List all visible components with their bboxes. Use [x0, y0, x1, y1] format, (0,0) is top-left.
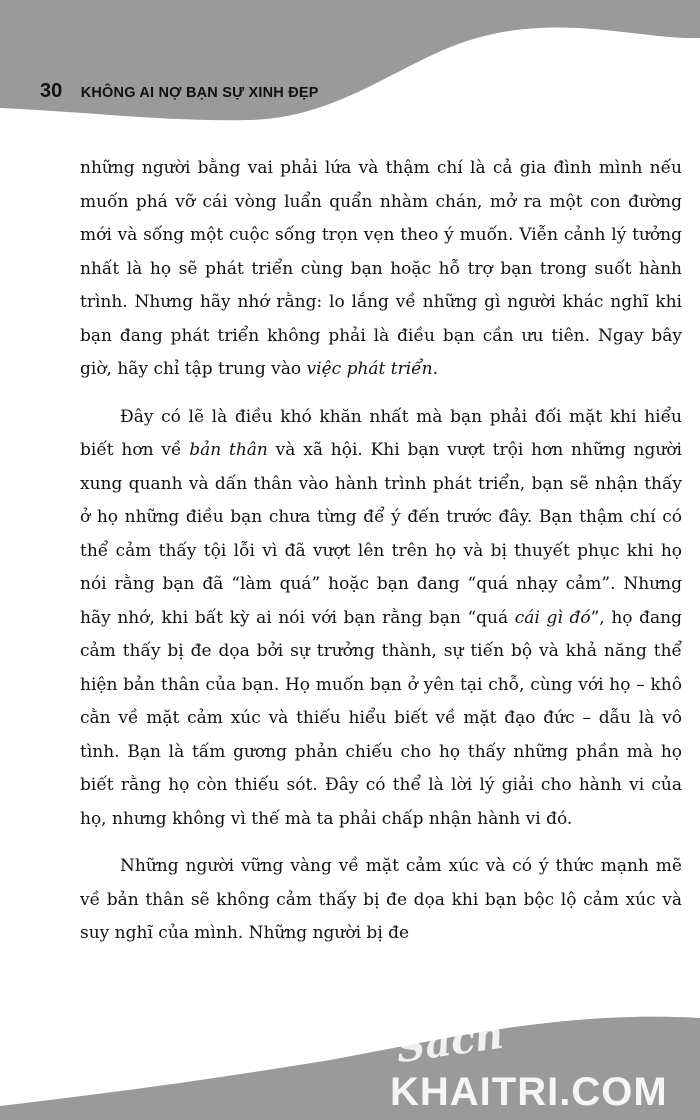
body-text: [80, 152, 682, 951]
watermark-main: KHAITRI.COM: [390, 1070, 668, 1114]
text-run: và xã hội. Khi bạn vượt trội hơn những người xung quanh và dấn thân vào hành trình phát triển, bạn sẽ nhận thấy ở họ những điều bạn chưa từng để ý đến trước đây. Bạn thậm chí có thể cảm thấy tội lỗi vì đã vượt lên trên họ và bị thuyết phục khi họ nói rằng bạn đã “làm quá” hoặc bạn đang “quá nhạy cảm”. Nhưng hãy nhớ, khi bất kỳ ai nói với bạn rằng bạn “quá: [80, 440, 682, 628]
italic-text: cái gì đó: [514, 607, 591, 628]
footer-wave-decoration: [0, 1010, 700, 1120]
paragraph: [80, 401, 682, 837]
italic-text: việc phát triển: [306, 359, 433, 379]
text-run: .: [432, 359, 438, 379]
paragraph: [80, 152, 682, 387]
text-run: Đây có lẽ là điều khó khăn nhất mà bạn phải đối mặt khi hiểu biết hơn về: [80, 406, 682, 460]
header-wave-decoration: [0, 0, 700, 150]
watermark-script: Sách: [393, 1010, 507, 1073]
running-head: [40, 80, 319, 103]
paragraph: [80, 850, 682, 951]
text-run: những người bằng vai phải lứa và thậm chí là cả gia đình mình nếu muốn phá vỡ cái vòng luẩn quẩn nhàm chán, mở ra một con đường mới và sống một cuộc sống trọn vẹn theo ý muốn. Viễn cảnh lý tưởng nhất là họ sẽ phát triển cùng bạn hoặc hỗ trợ bạn trong suốt hành trình. Nhưng hãy nhớ rằng: lo lắng về những gì người khác nghĩ khi bạn đang phát triển không phải là điều bạn cần ưu tiên. Ngay bây giờ, hãy chỉ tập trung vào: [80, 158, 682, 379]
italic-text: bản thân: [189, 440, 268, 460]
book-title: KHÔNG AI NỢ BẠN SỰ XINH ĐẸP: [80, 85, 319, 101]
text-run: Những người vững vàng về mặt cảm xúc và có ý thức mạnh mẽ về bản thân sẽ không cảm thấy bị đe dọa khi bạn bộc lộ cảm xúc và suy nghĩ của mình. Những người bị đe: [80, 856, 682, 943]
footer-wave-shape: [0, 1017, 700, 1120]
text-run: ”, họ đang cảm thấy bị đe dọa bởi sự trưởng thành, sự tiến bộ và khả năng thể hiện bản thân của bạn. Họ muốn bạn ở yên tại chỗ, cùng với họ – khô cằn về mặt cảm xúc và thiếu hiểu biết về mặt đạo đức – dẫu là vô tình. Bạn là tấm gương phản chiếu cho họ thấy những phần mà họ biết rằng họ còn thiếu sót. Đây có thể là lời lý giải cho hành vi của họ, nhưng không vì thế mà ta phải chấp nhận hành vi đó.: [80, 607, 682, 829]
page-number: 30: [40, 80, 63, 102]
